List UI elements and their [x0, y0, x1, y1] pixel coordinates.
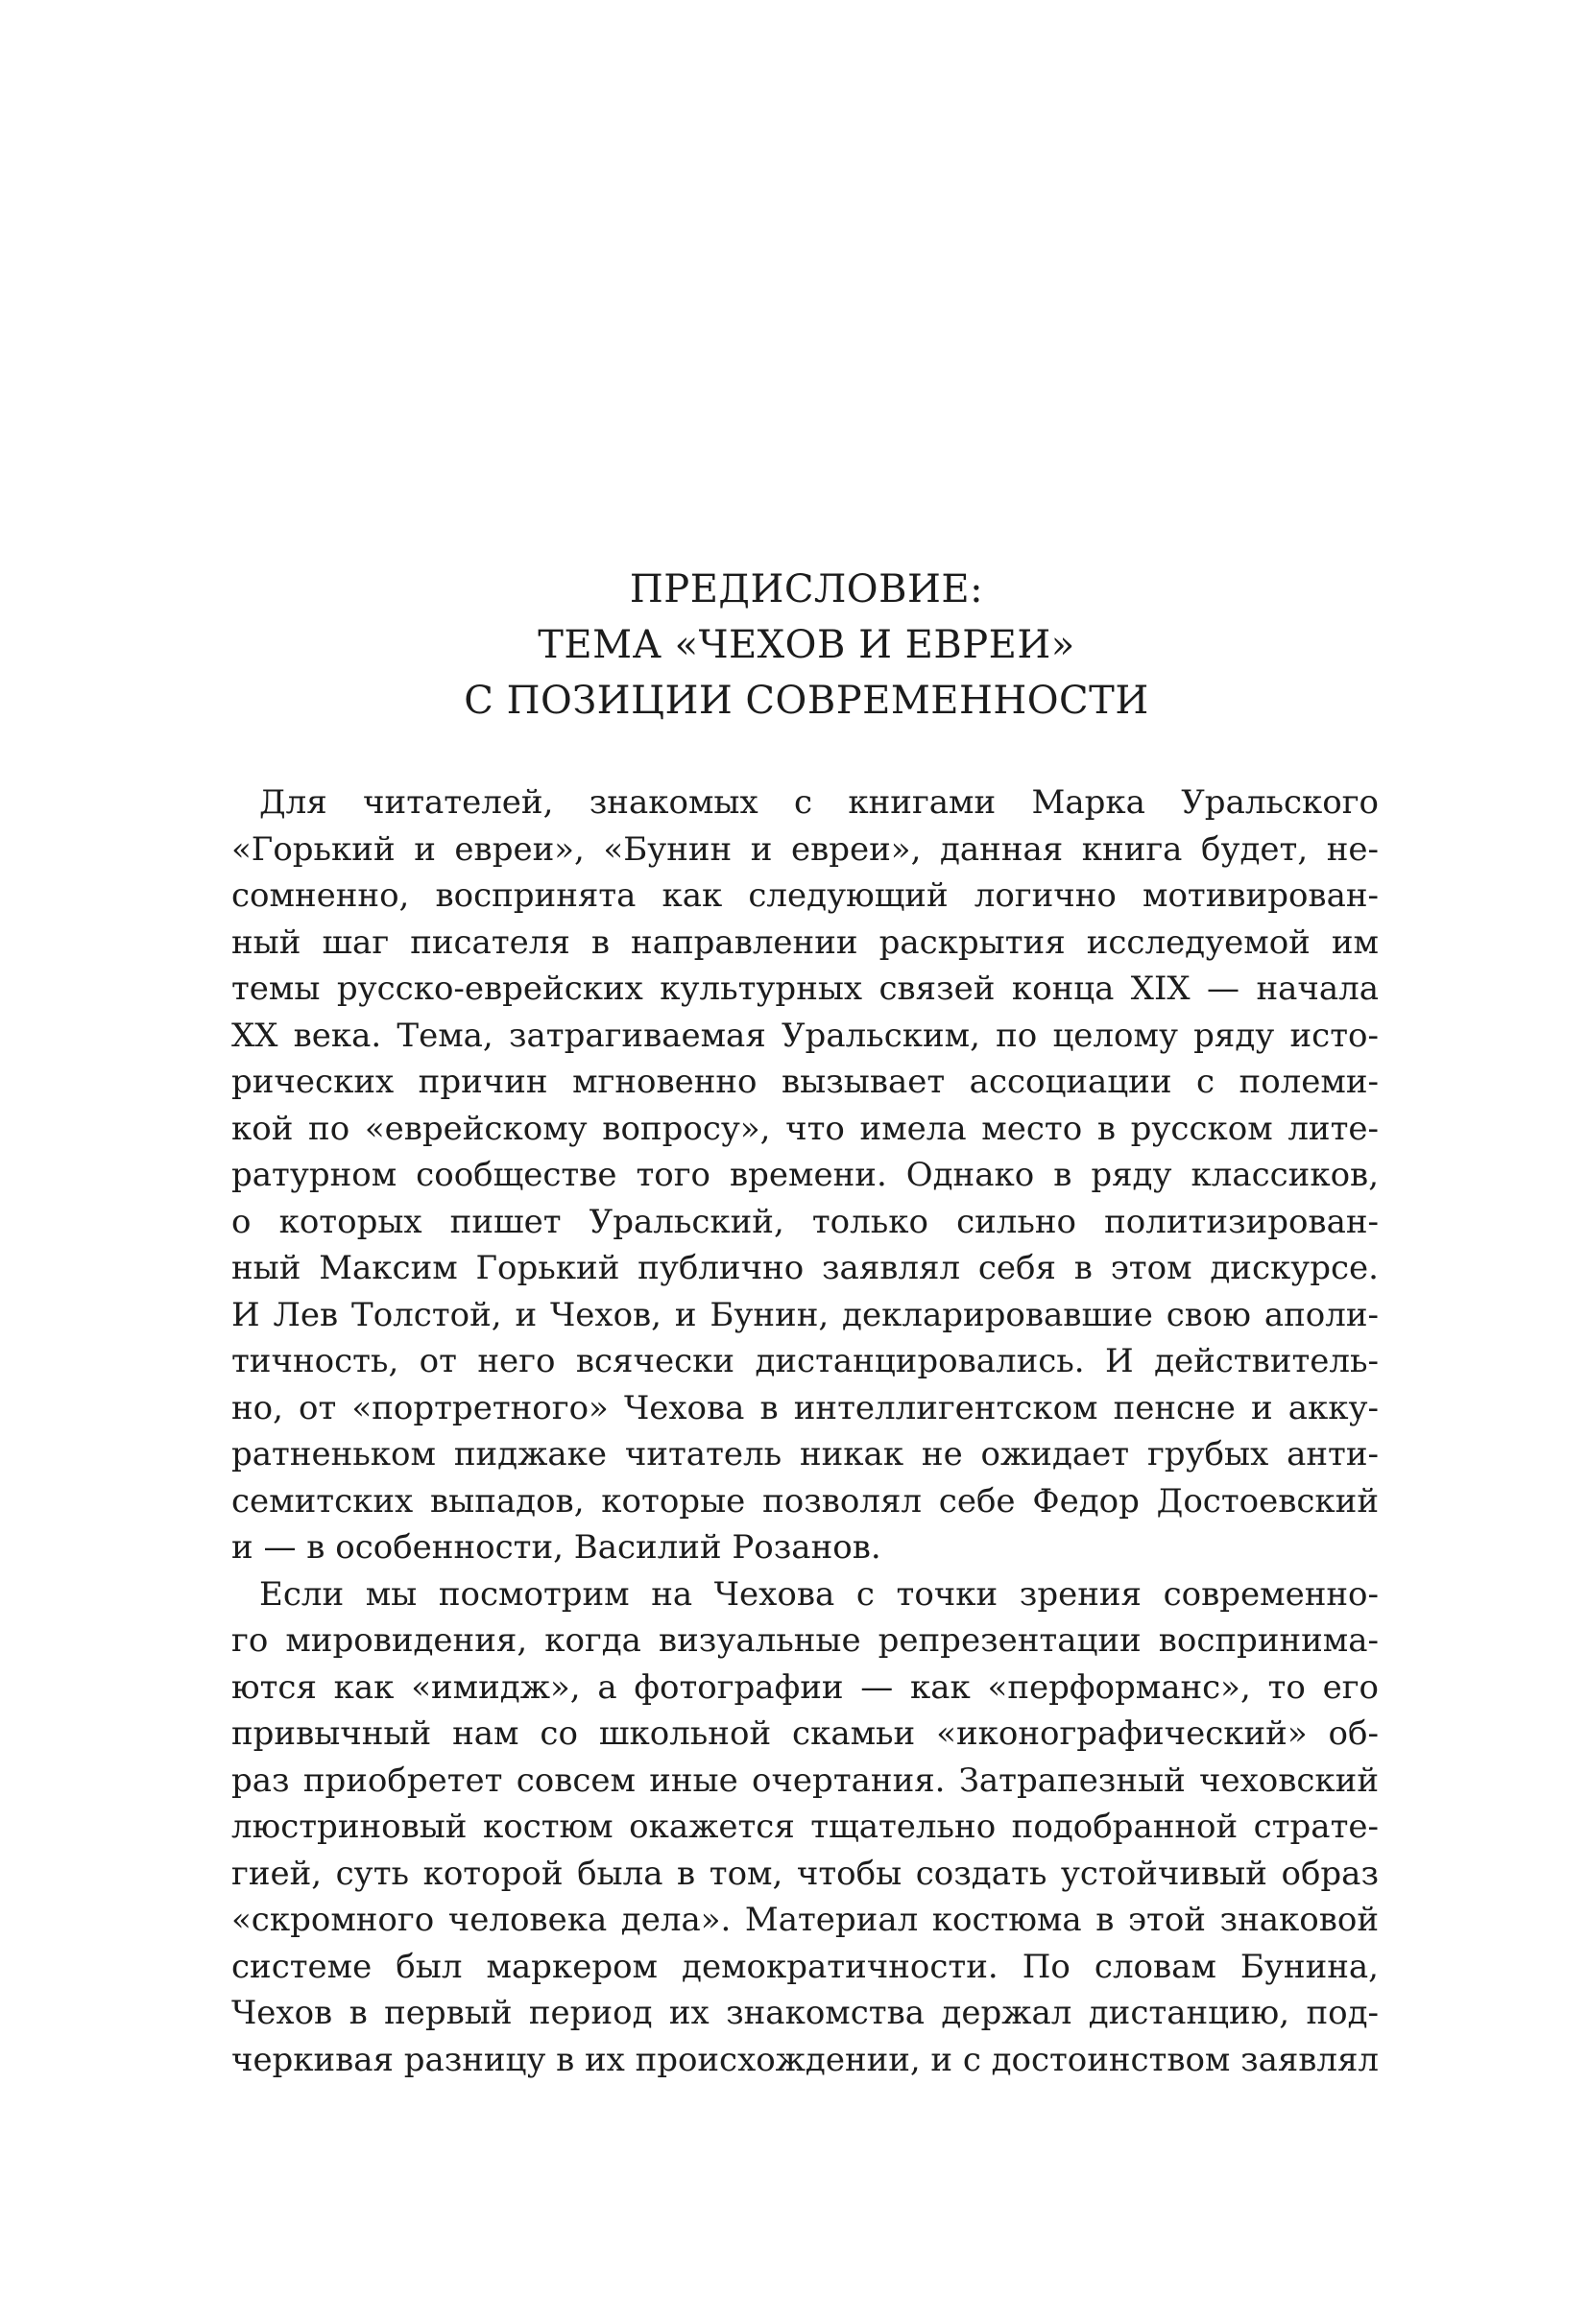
text-line: черкивая разницу в их происхождении, и с достоинством заявлял: [231, 2040, 1379, 2079]
chapter-heading: [230, 562, 1383, 729]
text-line: XX века. Тема, затрагиваемая Уральским, по целому ряду исто-: [231, 1016, 1379, 1055]
text-line: кой по «еврейскому вопросу», что имела место в русском лите-: [231, 1109, 1379, 1148]
text-line: раз приобретет совсем иные очертания. Затрапезный чеховский: [231, 1761, 1379, 1800]
text-line: ратненьком пиджаке читатель никак не ожидает грубых анти-: [231, 1435, 1379, 1473]
text-line: и — в особенности, Василий Розанов.: [231, 1528, 881, 1567]
text-line: ются как «имидж», а фотографии — как «перформанс», то его: [231, 1667, 1379, 1707]
text-line: привычный нам со школьной скамьи «иконографический» об-: [231, 1714, 1379, 1753]
text-line: семитских выпадов, которые позволял себе Федор Достоевский: [231, 1481, 1379, 1521]
text-line: «скромного человека дела». Материал костюма в этой знаковой: [231, 1901, 1379, 1939]
paragraph: [231, 779, 1379, 1571]
text-line: Чехов в первый период их знакомства держал дистанцию, под-: [231, 1994, 1379, 2032]
paragraph: [231, 1571, 1379, 2084]
text-line: тичность, от него всячески дистанцировались. И действитель-: [231, 1342, 1379, 1380]
text-line: И Лев Толстой, и Чехов, и Бунин, декларировавшие свою аполи-: [231, 1295, 1379, 1334]
text-line: ратурном сообществе того времени. Однако в ряду классиков,: [231, 1156, 1379, 1194]
text-line: системе был маркером демократичности. По словам Бунина,: [231, 1947, 1379, 1986]
text-line: гией, суть которой была в том, чтобы создать устойчивый образ: [231, 1854, 1379, 1893]
text-line: но, от «портретного» Чехова в интеллигентском пенсне и акку-: [231, 1388, 1379, 1427]
text-line: темы русско-еврейских культурных связей конца XIX — начала: [231, 970, 1379, 1008]
text-line: рических причин мгновенно вызывает ассоциации с полеми-: [231, 1063, 1379, 1101]
text-line: Для читателей, знакомых с книгами Марка Уральского: [259, 783, 1379, 822]
text-line: ный Максим Горький публично заявлял себя в этом дискурсе.: [231, 1249, 1379, 1287]
text-line: сомненно, воспринята как следующий логично мотивирован-: [231, 876, 1379, 915]
heading-line: ТЕМА «ЧЕХОВ И ЕВРЕИ»: [538, 623, 1075, 667]
heading-line: ПРЕДИСЛОВИЕ:: [629, 567, 984, 611]
text-line: «Горький и евреи», «Бунин и евреи», данная книга будет, не-: [231, 829, 1379, 869]
heading-line: С ПОЗИЦИИ СОВРЕМЕННОСТИ: [464, 679, 1149, 723]
text-line: о которых пишет Уральский, только сильно политизирован-: [231, 1202, 1379, 1241]
text-line: ный шаг писателя в направлении раскрытия исследуемой им: [231, 922, 1379, 962]
text-line: люстриновый костюм окажется тщательно подобранной страте-: [231, 1808, 1379, 1846]
body-text: [231, 779, 1379, 2083]
text-line: Если мы посмотрим на Чехова с точки зрения современно-: [259, 1574, 1379, 1614]
text-line: го мировидения, когда визуальные репрезентации воспринима-: [231, 1621, 1379, 1660]
